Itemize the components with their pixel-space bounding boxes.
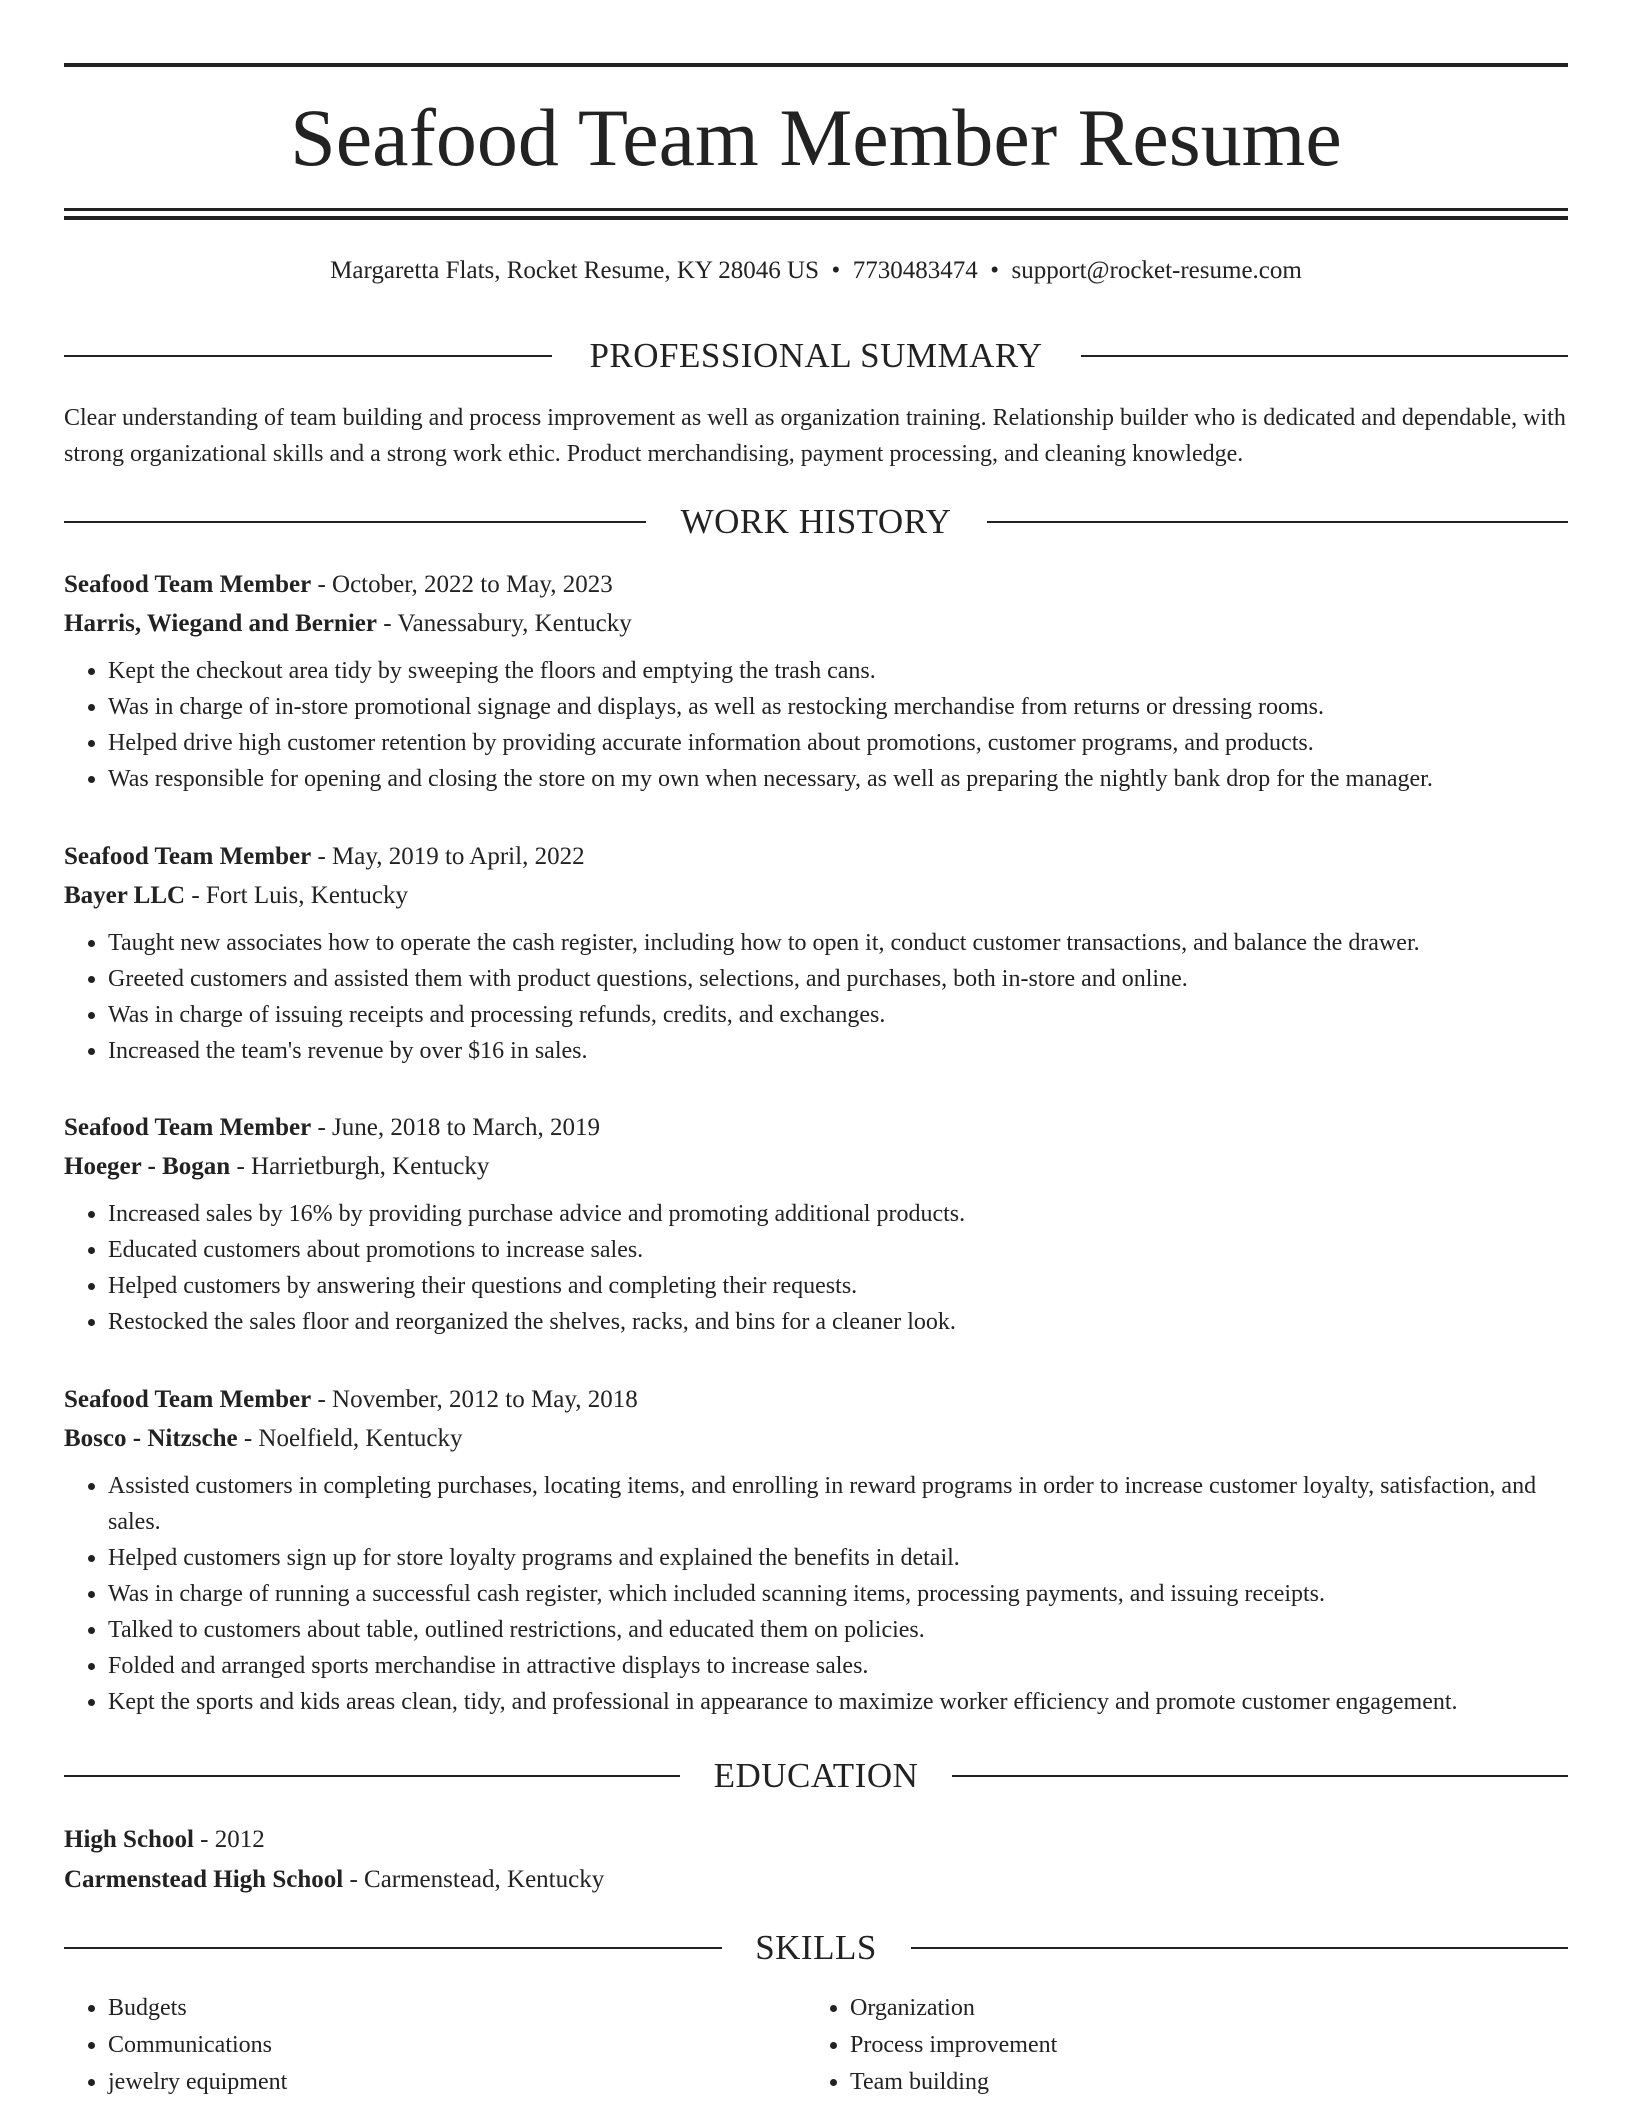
job-title: Seafood Team Member bbox=[64, 1114, 312, 1141]
job-entry bbox=[64, 837, 1568, 1069]
list-item: • Organization bbox=[850, 1990, 1057, 2027]
contact-line bbox=[64, 254, 1568, 288]
list-item: • Folded and arranged sports merchandise in attractive displays to increase sales. bbox=[108, 1648, 1568, 1684]
list-item: • Was in charge of in-store promotional signage and displays, as well as restocking merchandise from returns or dressing rooms. bbox=[108, 689, 1568, 725]
list-item: • jewelry equipment bbox=[108, 2064, 287, 2101]
list-item: • Was in charge of running a successful cash register, which included scanning items, processing payments, and issuing receipts. bbox=[108, 1576, 1568, 1612]
section-title-education: EDUCATION bbox=[713, 1756, 919, 1795]
list-item: • Helped drive high customer retention by providing accurate information about promotions, customer programs, and products. bbox=[108, 725, 1568, 761]
job-bullets bbox=[64, 1196, 1568, 1340]
list-item: • Kept the sports and kids areas clean, tidy, and professional in appearance to maximize worker efficiency and promote customer engagement. bbox=[108, 1684, 1568, 1720]
job-location: - Vanessabury, Kentucky bbox=[376, 610, 632, 637]
list-item: • Taught new associates how to operate the cash register, including how to open it, conduct customer transactions, and balance the drawer. bbox=[108, 925, 1568, 961]
skills-column-right bbox=[806, 1990, 1057, 2101]
job-bullets bbox=[64, 653, 1568, 797]
list-item: • Kept the checkout area tidy by sweeping the floors and emptying the trash cans. bbox=[108, 653, 1568, 689]
section-title-work: WORK HISTORY bbox=[680, 502, 952, 541]
section-header-skills bbox=[64, 1926, 1568, 1970]
education-year: - 2012 bbox=[193, 1826, 265, 1853]
list-item: • Educated customers about promotions to increase sales. bbox=[108, 1232, 1568, 1268]
job-title: Seafood Team Member bbox=[64, 1386, 312, 1413]
resume-title: Seafood Team Member Resume bbox=[290, 92, 1342, 183]
list-item: • Restocked the sales floor and reorganized the shelves, racks, and bins for a cleaner look. bbox=[108, 1304, 1568, 1340]
list-item: • Increased sales by 16% by providing purchase advice and promoting additional products. bbox=[108, 1196, 1568, 1232]
job-location: - Fort Luis, Kentucky bbox=[185, 882, 408, 909]
job-bullets bbox=[64, 925, 1568, 1069]
contact-email: support@rocket-resume.com bbox=[1011, 257, 1302, 284]
education-school: Carmenstead High School bbox=[64, 1866, 344, 1893]
skills-column-left bbox=[64, 1990, 287, 2101]
section-title-skills: SKILLS bbox=[755, 1928, 877, 1967]
top-rule bbox=[64, 63, 1568, 67]
title-rule-lower bbox=[64, 216, 1568, 220]
job-location: - Harrietburgh, Kentucky bbox=[230, 1153, 490, 1180]
education-degree: High School bbox=[64, 1826, 194, 1853]
job-dates: - May, 2019 to April, 2022 bbox=[311, 843, 585, 870]
job-title: Seafood Team Member bbox=[64, 843, 312, 870]
job-company: Bosco - Nitzsche bbox=[64, 1425, 238, 1452]
list-item: • Team building bbox=[850, 2064, 1057, 2101]
education-location: - Carmenstead, Kentucky bbox=[343, 1866, 605, 1893]
job-dates: - November, 2012 to May, 2018 bbox=[311, 1386, 638, 1413]
list-item: • Was responsible for opening and closing the store on my own when necessary, as well as preparing the nightly bank drop for the manager. bbox=[108, 761, 1568, 797]
section-header-work bbox=[64, 500, 1568, 544]
section-header-education bbox=[64, 1754, 1568, 1798]
job-location: - Noelfield, Kentucky bbox=[237, 1425, 463, 1452]
job-entry bbox=[64, 565, 1568, 797]
list-item: • Communications bbox=[108, 2027, 287, 2064]
job-title: Seafood Team Member bbox=[64, 571, 312, 598]
title-rule-upper bbox=[64, 208, 1568, 211]
list-item: • Was in charge of issuing receipts and processing refunds, credits, and exchanges. bbox=[108, 997, 1568, 1033]
job-dates: - October, 2022 to May, 2023 bbox=[311, 571, 613, 598]
list-item: • Budgets bbox=[108, 1990, 287, 2027]
list-item: • Process improvement bbox=[850, 2027, 1057, 2064]
job-entry bbox=[64, 1380, 1568, 1720]
list-item: • Increased the team's revenue by over $16 in sales. bbox=[108, 1033, 1568, 1069]
list-item: • Helped customers sign up for store loyalty programs and explained the benefits in detail. bbox=[108, 1540, 1568, 1576]
education-entry bbox=[64, 1820, 1568, 1900]
section-title-summary: PROFESSIONAL SUMMARY bbox=[589, 336, 1043, 375]
list-item: • Talked to customers about table, outlined restrictions, and educated them on policies. bbox=[108, 1612, 1568, 1648]
list-item: • Helped customers by answering their questions and completing their requests. bbox=[108, 1268, 1568, 1304]
list-item: • Greeted customers and assisted them with product questions, selections, and purchases, both in-store and online. bbox=[108, 961, 1568, 997]
job-bullets bbox=[64, 1468, 1568, 1720]
job-company: Bayer LLC bbox=[64, 882, 186, 909]
job-company: Harris, Wiegand and Bernier bbox=[64, 610, 377, 637]
contact-phone: 7730483474 bbox=[852, 257, 978, 284]
list-item: • Assisted customers in completing purchases, locating items, and enrolling in reward programs in order to increase customer loyalty, satisfaction, and sales. bbox=[108, 1468, 1568, 1540]
contact-separator: • bbox=[831, 257, 841, 284]
contact-address: Margaretta Flats, Rocket Resume, KY 28046 US bbox=[330, 257, 819, 284]
section-header-summary bbox=[64, 334, 1568, 378]
contact-separator: • bbox=[990, 257, 1000, 284]
job-company: Hoeger - Bogan bbox=[64, 1153, 231, 1180]
job-entry bbox=[64, 1108, 1568, 1340]
job-dates: - June, 2018 to March, 2019 bbox=[311, 1114, 601, 1141]
summary-text: Clear understanding of team building and process improvement as well as organization training. Relationship builder who is dedicated and dependable, with strong organizational skills and a strong work ethic. Product merchandising, payment processing, and cleaning knowledge. bbox=[64, 405, 1566, 467]
